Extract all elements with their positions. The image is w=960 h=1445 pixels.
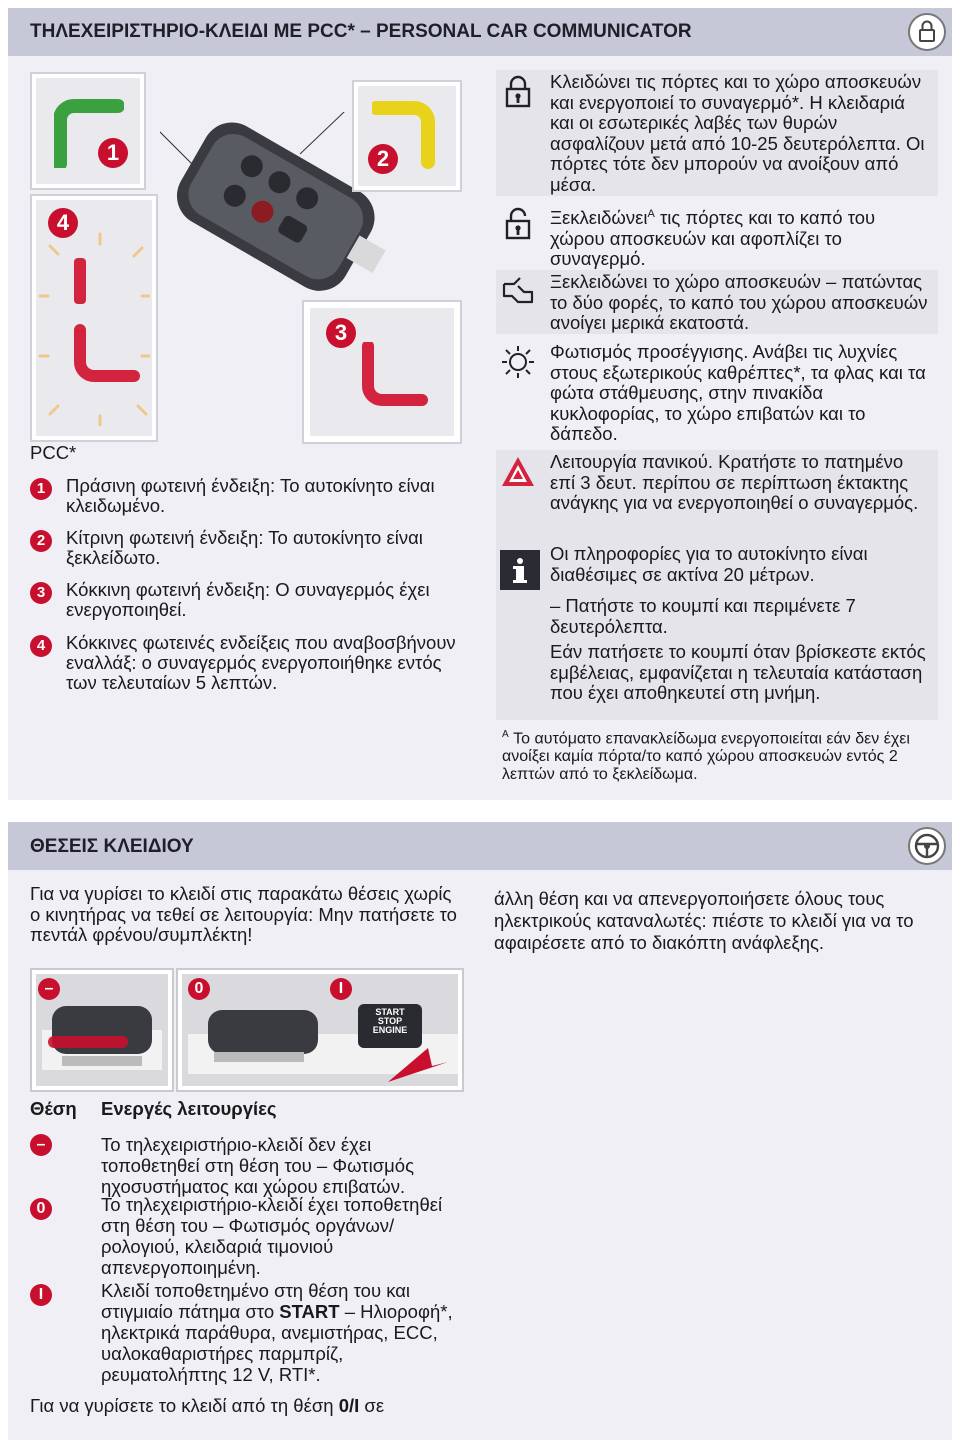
unlock-icon — [500, 206, 536, 242]
table-header: Θέση Ενεργές λειτουργίες — [30, 1098, 277, 1119]
intro-text: Για να γυρίσει το κλειδί στις παρακάτω θέσεις χωρίς ο κινητήρας να τεθεί σε λειτουργία: Μην πατήσετε το πεντάλ φρένου/συμπλέκτη! — [30, 883, 457, 945]
continued-text: άλλη θέση και να απενεργοποιήσετε όλους τους ηλεκτρικούς καταναλωτές: πιέστε το κλειδί για να το αφαιρέσετε από το διακόπτη ανάφλεξης. — [494, 888, 914, 953]
approach-light-icon — [500, 344, 536, 380]
callout-1: 1 — [98, 138, 128, 168]
badge-0: 0 — [188, 978, 210, 1000]
trunk-icon — [500, 274, 536, 310]
function-lock: Κλειδώνει τις πόρτες και το χώρο αποσκευών και ενεργοποιεί το συναγερμό*. Η κλειδαριά και οι εσωτερικές λαβές των θυρών ασφαλίζουν μετά από 10-25 δευτερόλεπτα. Οι πόρτες τότε δεν μπορούν να ανοίξουν από μέσα. — [496, 70, 938, 196]
position-0-I-panel — [176, 968, 464, 1092]
start-stop-button: START STOP ENGINE — [372, 1007, 408, 1035]
callout-4: 4 — [48, 208, 78, 238]
badge-I: I — [330, 978, 352, 1000]
footnote: $^A$ Το αυτόματο επανακλείδωμα ενεργοποιείται εάν δεν έχει ανοίξει καμία πόρτα/το καπό χώρου αποσκευών εντός 2 λεπτών από το ξεκλείδωμα. — [502, 729, 910, 784]
section-title: ΘΕΣΕΙΣ ΚΛΕΙΔΙΟΥ — [30, 836, 194, 857]
key-figure — [30, 72, 458, 444]
function-panic: Λειτουργία πανικού. Κρατήστε το πατημένο επί 3 δευτ. περίπου σε περίπτωση έκτακτης ανάγκης για να ενεργοποιηθεί ο συναγερμός. — [496, 450, 938, 542]
panel-yellow-indicator — [352, 80, 462, 192]
outro-text: Για να γυρίσετε το κλειδί από τη θέση 0/I σε — [30, 1395, 385, 1416]
function-unlock: Ξεκλειδώνει$^A$ τις πόρτες και το καπό του χώρου αποσκευών και αφοπλίζει το συναγερμό. — [496, 202, 938, 264]
pcc-label: PCC* — [30, 442, 77, 463]
key-position-figure — [30, 968, 460, 1092]
panel-red-alternating — [30, 194, 158, 442]
remote-key-section: ΤΗΛΕΧΕΙΡΙΣΤΗΡΙΟ-ΚΛΕΙΔΙ ΜΕ PCC* – PERSONAL CAR COMMUNICATOR 1 4 2 3 PCC* 1 Πράσινη φωτεινή ένδειξη: Το αυτοκίνητο είναι κλειδωμένο. 2 Κίτρινη φωτεινή ένδειξη: Το αυτοκίνητο είναι ξεκλείδωτο. 3 Κόκκινη φωτεινή ένδειξη: Ο συναγερμός έχει ενεργοποιηθεί. 4 Κόκκινες φωτεινές ενδείξεις που αναβοσβήνουν εναλλάξ: ο συναγερμός ενεργοποιήθηκε εντός των τελευταίων 5 λεπτών. Κλειδώνει τις πόρτες και το χώρο αποσκευών και ενεργοποιεί το συναγερμό*. Η κλειδαριά και οι εσωτερικές λαβές των θυρών ασφαλίζουν μετά από 10-25 δευτερόλεπτα. Οι πόρτες τότε δεν μπορούν να ανοίξουν από μέσα. Ξεκλειδώνει$^A$ τις πόρτες και το καπό του χώρου αποσκευών και αφοπλίζει το συναγερμό. Ξεκλειδώνει το χώρο αποσκευών – πατώντας το δύο φορές, το καπό του χώρου αποσκευών ανοίγει μερικά εκατοστά. Φωτισμός προσέγγισης. Ανάβει τις λυχνίες στους εξωτερικούς καθρέπτες*, τα φλας και τα φώτα στάθμευσης, στην πινακίδα κυκλοφορίας, το χώρο επιβατών και το δάπεδο. Λειτουργία πανικού. Κρατήστε το πατημένο επί 3 δευτ. περίπου σε περίπτωση έκτακτης ανάγκης για να ενεργοποιηθεί ο συναγερμός. Οι πληροφορίες για το αυτοκίνητο είναι διαθέσιμες σε ακτίνα 20 μέτρων. – Πατήστε το κουμπί και περιμένετε 7 δευτερόλεπτα. Εάν πατήσετε το κουμπί όταν βρίσκεστε εκτός εμβέλειας, εμφανίζεται η τελευταία κατάσταση που έχει αποθηκευτεί στη μνήμη. $^A$ Το αυτόματο επανακλείδωμα ενεργοποιείται εάν δεν έχει ανοίξει καμία πόρτα/το καπό χώρου αποσκευών εντός 2 λεπτών από το ξεκλείδωμα. — [8, 8, 952, 800]
badge-minus: – — [38, 978, 60, 1000]
lock-icon — [500, 74, 536, 110]
position-minus-panel — [30, 968, 174, 1092]
info-icon — [500, 550, 540, 590]
panel-green-indicator — [30, 72, 146, 190]
function-approach-light: Φωτισμός προσέγγισης. Ανάβει τις λυχνίες στους εξωτερικούς καθρέπτες*, τα φλας και τα φώτα στάθμευσης, στην πινακίδα κυκλοφορίας, το χώρο επιβατών και το δάπεδο. — [496, 340, 938, 446]
key-positions-section: ΘΕΣΕΙΣ ΚΛΕΙΔΙΟΥ Για να γυρίσει το κλειδί στις παρακάτω θέσεις χωρίς ο κινητήρας να τεθεί σε λειτουργία: Μην πατήσετε το πεντάλ φρένου/συμπλέκτη! άλλη θέση και να απενεργοποιήσετε όλους τους ηλεκτρικούς καταναλωτές: πιέστε το κλειδί για να το αφαιρέσετε από το διακόπτη ανάφλεξης. – START STOP ENGINE 0 I Θέση Ενεργές λειτουργίες – Το τηλεχειριστήριο-κλειδί δεν έχει τοποθετηθεί στη θέση του – Φωτισμός ηχοσυστήματος και χώρου επιβατών. 0 Το τηλεχειριστήριο-κλειδί έχει τοποθετηθεί στη θέση του – Φωτισμός οργάνων/ρολογιού, κλειδαριά τιμονιού απενεργοποιημένη. I Κλειδί τοποθετημένο στη θέση του και στιγμιαίο πάτημα στο START – Ηλιοροφή*, ηλεκτρικά παράθυρα, ανεμιστήρας, ECC, υαλοκαθαριστήρες παρμπρίζ, ρευματολήπτης 12 V, RTI*. Για να γυρίσετε το κλειδί από τη θέση 0/I σε — [8, 822, 952, 1440]
callout-2: 2 — [368, 144, 398, 174]
section-header — [8, 8, 952, 56]
section-title: ΤΗΛΕΧΕΙΡΙΣΤΗΡΙΟ-ΚΛΕΙΔΙ ΜΕ PCC* – PERSONAL CAR COMMUNICATOR — [30, 21, 692, 42]
panic-icon — [500, 454, 536, 490]
lock-badge-icon — [908, 13, 946, 51]
panel-red-indicator — [302, 300, 462, 444]
function-info: Οι πληροφορίες για το αυτοκίνητο είναι διαθέσιμες σε ακτίνα 20 μέτρων. – Πατήστε το κουμπί και περιμένετε 7 δευτερόλεπτα. Εάν πατήσετε το κουμπί όταν βρίσκεστε εκτός εμβέλειας, εμφανίζεται η τελευταία κατάσταση που έχει αποθηκευτεί στη μνήμη. — [496, 542, 938, 720]
steering-wheel-icon — [908, 827, 946, 865]
callout-3: 3 — [326, 318, 356, 348]
section-header — [8, 822, 952, 870]
function-trunk: Ξεκλειδώνει το χώρο αποσκευών – πατώντας το δύο φορές, το καπό του χώρου αποσκευών ανοίγει μερικά εκατοστά. — [496, 270, 938, 334]
